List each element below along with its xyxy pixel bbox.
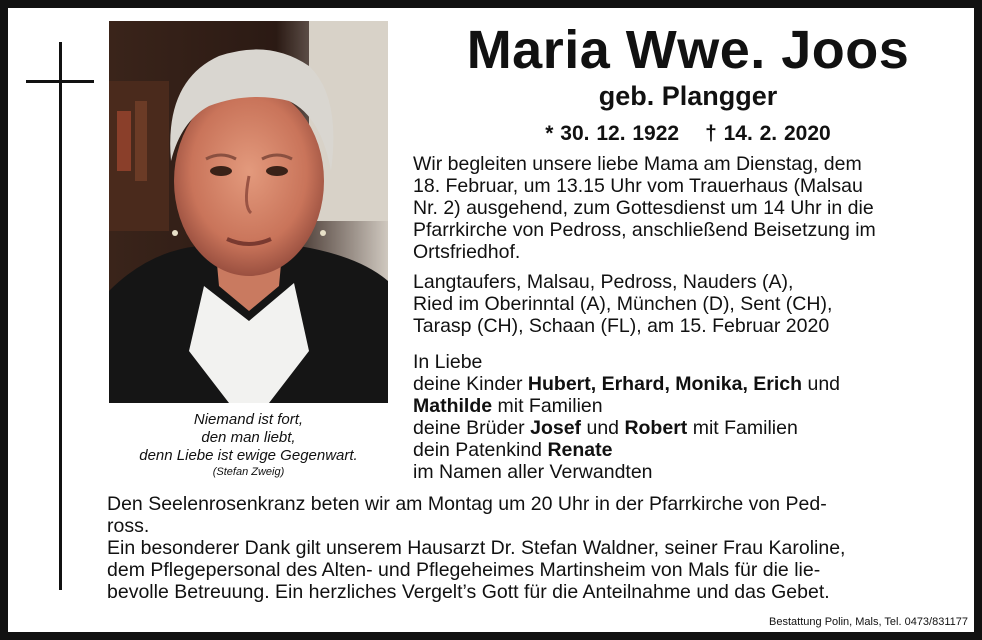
memorial-quote (109, 411, 388, 480)
brothers-line (413, 417, 973, 439)
cross-icon-bar (26, 80, 94, 83)
text-line: Nr. 2) ausgehend, zum Gottesdienst um 14 Uhr in die (413, 197, 874, 219)
quote-author: (Stefan Zweig) (212, 466, 285, 478)
text-line: Ein besonderer Dank gilt unserem Hausarzt Dr. Stefan Waldner, seiner Frau Karoline, (107, 537, 846, 559)
text-line: 18. Februar, um 13.15 Uhr vom Trauerhaus (Malsau (413, 175, 863, 197)
children-names: Hubert, Erhard, Monika, Erich (527, 373, 803, 395)
godchild-name: Renate (547, 439, 613, 461)
birth-date: * 30. 12. 1922 (545, 122, 680, 145)
quote-line: Niemand ist fort, (193, 411, 304, 428)
children-line-2 (413, 395, 973, 417)
text-line: Ried im Oberinntal (A), München (D), Sent (CH), (413, 293, 833, 315)
children-line (413, 373, 973, 395)
text-line: Langtaufers, Malsau, Pedross, Nauders (A), (413, 271, 794, 293)
portrait-photo (109, 21, 388, 403)
quote-line: den man liebt, (201, 429, 296, 446)
godchild-prefix: dein Patenkind (413, 439, 543, 461)
children-prefix: deine Kinder (413, 373, 523, 395)
deceased-name: Maria Wwe. Joos (466, 20, 910, 80)
child-last: Mathilde (413, 395, 493, 417)
mourners-intro: In Liebe (413, 351, 483, 373)
funeral-details (413, 153, 973, 263)
text-line: Pfarrkirche von Pedross, anschließend Beisetzung im (413, 219, 876, 241)
quote-line: denn Liebe ist ewige Gegenwart. (139, 447, 358, 464)
text-line: Tarasp (CH), Schaan (FL), am 15. Februar 2020 (413, 315, 830, 337)
places-and-date (413, 271, 973, 337)
brother-name: Robert (624, 417, 688, 439)
relatives-line: im Namen aller Verwandten (413, 461, 653, 483)
children-and: und (807, 373, 841, 395)
brother-name: Josef (530, 417, 582, 439)
text-line: Ortsfriedhof. (413, 241, 521, 263)
text-line: bevolle Betreuung. Ein herzliches Vergelt’s Gott für die Anteilnahme und das Gebet. (107, 581, 830, 603)
brothers-suffix: mit Familien (692, 417, 798, 439)
text-line: Den Seelenrosenkranz beten wir am Montag um 20 Uhr in der Pfarrkirche von Ped- (107, 493, 827, 515)
text-line: dem Pflegepersonal des Alten- und Pflegeheimes Martinsheim von Mals für die lie- (107, 559, 821, 581)
brothers-and: und (586, 417, 620, 439)
funeral-home-credit: Bestattung Polin, Mals, Tel. 0473/831177 (769, 616, 968, 628)
death-date: † 14. 2. 2020 (705, 122, 831, 145)
closing-text (107, 493, 967, 603)
mourners-list (413, 351, 973, 483)
text-line: ross. (107, 515, 150, 537)
godchild-line (413, 439, 973, 461)
brothers-prefix: deine Brüder (413, 417, 525, 439)
children-suffix: mit Familien (497, 395, 603, 417)
cross-icon (59, 42, 62, 590)
text-line: Wir begleiten unsere liebe Mama am Dienstag, dem (413, 153, 862, 175)
life-dates (408, 120, 968, 148)
maiden-name: geb. Plangger (598, 81, 778, 111)
